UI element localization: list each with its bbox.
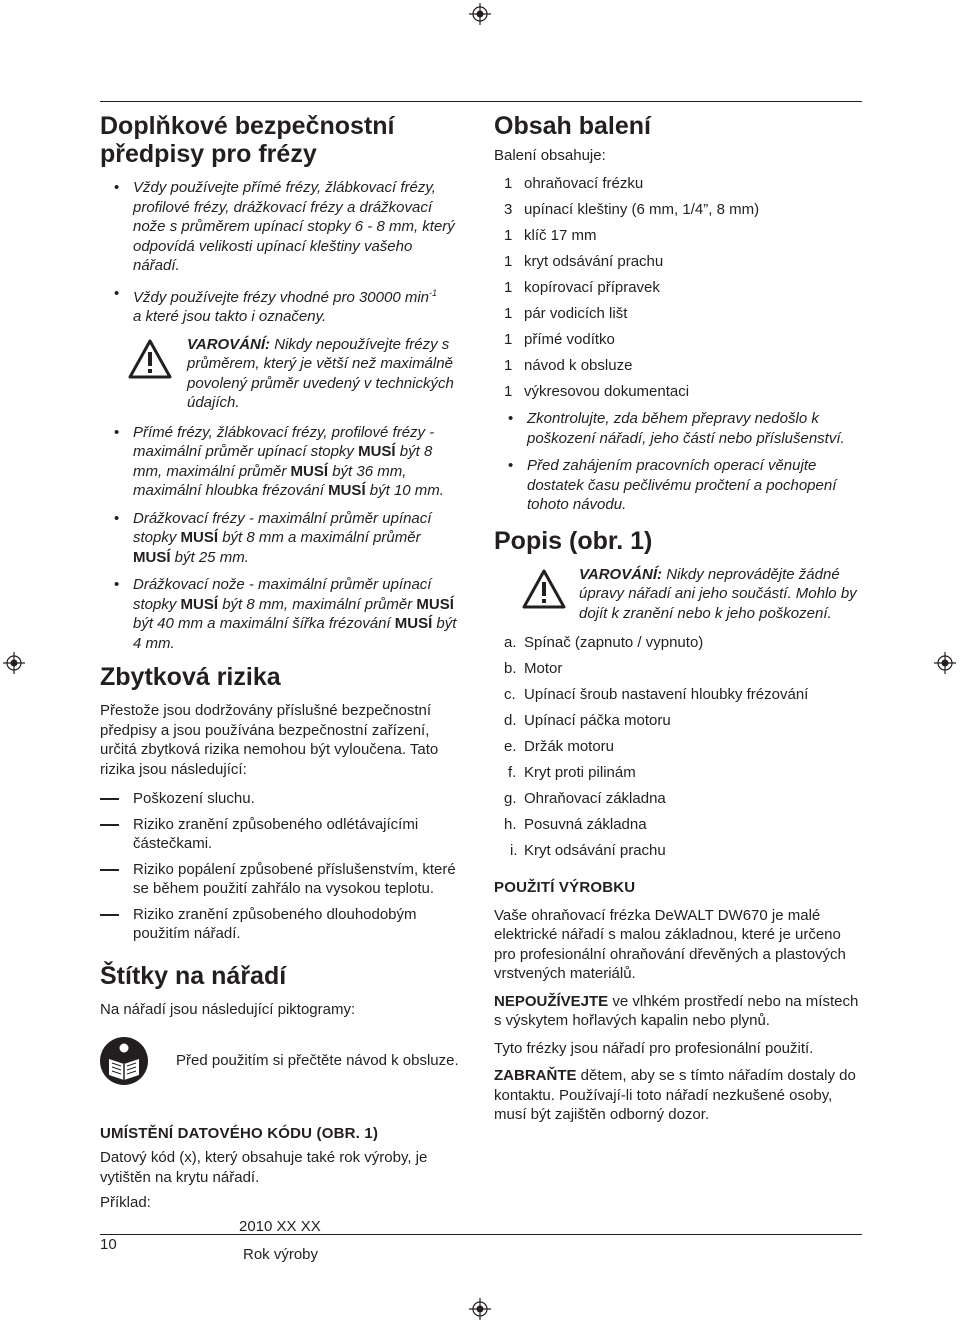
contents-heading: Obsah balení: [494, 112, 651, 140]
part-name: Ohraňovací základna: [524, 790, 666, 807]
safety-heading: Doplňkové bezpečnostní předpisy pro frézy: [100, 112, 395, 168]
bit-list: [100, 423, 462, 654]
example-label: Příklad:: [100, 1194, 151, 1211]
left-column: [100, 112, 462, 1265]
warning-label: VAROVÁNÍ:: [187, 335, 271, 353]
list-item: • Zkontrolujte, zda během přepravy nedošlo k poškození nářadí, jeho částí nebo příslušenství.: [494, 409, 864, 448]
text-segment: být 8 mm, maximální průměr: [133, 443, 433, 480]
list-item: [494, 200, 864, 220]
part-name: Upínací šroub nastavení hloubky frézování: [524, 686, 809, 703]
must-text: MUSÍ: [394, 615, 433, 632]
rpm-sup: -1: [429, 287, 438, 298]
no-use-text: ve vlhkém prostředí nebo na místech s výskytem hořlavých kapalin nebo plynů.: [494, 992, 859, 1029]
residual-intro: Přestože jsou dodržovány příslušné bezpečnostní předpisy a jsou používána bezpečnostní zařízení, určitá zbytková rizika nemohou být vyloučena. Tato rizika jsou následující:: [100, 702, 439, 778]
list-item: [494, 763, 864, 783]
part-letter: c.: [504, 686, 516, 703]
list-item: [494, 226, 864, 246]
must-text: MUSÍ: [290, 462, 329, 480]
warning-text: Nikdy nepoužívejte frézy s průměrem, který je větší než maximálně povolený průměr uvedený v technických údajích.: [187, 335, 454, 411]
part-letter: b.: [504, 660, 517, 677]
list-item: [494, 330, 864, 350]
labels-intro: Na nářadí jsou následující piktogramy:: [100, 1000, 356, 1018]
no-use-bold: NEPOUŽÍVEJTE: [494, 992, 609, 1010]
part-letter: h.: [504, 816, 517, 833]
qty: 1: [504, 330, 513, 348]
warning-triangle-icon: [128, 339, 172, 379]
part-letter: g.: [504, 790, 517, 807]
list-item: [494, 737, 864, 757]
list-item: [494, 685, 864, 705]
qty: 1: [504, 278, 513, 296]
list-item: [494, 382, 864, 402]
qty: 1: [504, 304, 513, 322]
description-heading: Popis (obr. 1): [494, 526, 653, 555]
list-item: [494, 659, 864, 679]
must-text: MUSÍ: [180, 595, 219, 613]
qty: 1: [504, 382, 513, 400]
text-segment: Drážkovací frézy - maximální průměr upínací stopky: [133, 509, 432, 546]
text-segment: být 8 mm a maximální průměr: [218, 529, 421, 546]
warning-block: [494, 565, 864, 624]
prevent-text: dětem, aby se s tímto nářadím dostaly do kontaktu. Používají-li toto nářadí nezkušené osoby, musí být zajištěn odborný dozor.: [494, 1067, 856, 1123]
warning-text: Nikdy neprovádějte žádné úpravy nářadí ani jeho součástí. Mohlo by dojít k zranění nebo k jeho poškození.: [579, 565, 857, 622]
list-item: [100, 509, 462, 568]
text-segment: být 36 mm, maximální hloubka frézování: [133, 462, 407, 499]
list-item: Riziko zranění způsobeného dlouhodobým použitím nářadí.: [100, 905, 462, 944]
part-letter: d.: [504, 712, 517, 729]
item: klíč 17 mm: [524, 226, 597, 244]
manual-pictogram-text: Před použitím si přečtěte návod k obsluze.: [176, 1052, 459, 1070]
must-text: MUSÍ: [133, 548, 171, 566]
safety-list: [100, 178, 462, 327]
pro-text: Tyto frézky jsou nářadí pro profesionální použití.: [494, 1039, 814, 1057]
part-letter: i.: [510, 842, 518, 859]
part-letter: f.: [508, 764, 517, 781]
contents-intro: Balení obsahuje:: [494, 147, 606, 164]
warning-block: [100, 335, 462, 413]
item: kopírovací přípravek: [524, 278, 660, 296]
text-segment: být 10 mm.: [365, 482, 444, 499]
prevent-paragraph: [494, 1066, 864, 1125]
use-text: Vaše ohraňovací frézka DeWALT DW670 je malé elektrické nářadí s malou základnou, které je určeno pro profesionální ohraňování dřevěných a plastových vrstvených materiálů.: [494, 906, 846, 982]
text-segment: být 40 mm a maximální šířka frézování: [133, 615, 395, 632]
part-name: Posuvná základna: [524, 816, 647, 833]
example-caption: Rok výroby: [243, 1246, 319, 1263]
list-item: [494, 252, 864, 272]
item: návod k obsluze: [524, 356, 633, 374]
list-item: • Před zahájením pracovních operací věnujte dostatek času pečlivému pročtení a pochopení tohoto návodu.: [494, 456, 864, 515]
read-manual-icon: [100, 1037, 148, 1085]
part-name: Kryt odsávání prachu: [524, 842, 666, 859]
part-name: Spínač (zapnuto / vypnuto): [524, 634, 704, 651]
residual-heading: Zbytková rizika: [100, 663, 281, 691]
no-use-paragraph: [494, 992, 864, 1031]
part-letter: a.: [504, 634, 517, 651]
registration-mark-icon: [469, 3, 491, 25]
text-segment: být 4 mm.: [133, 615, 457, 652]
datecode-text: Datový kód (x), který obsahuje také rok výroby, je vytištěn na krytu nářadí.: [100, 1149, 428, 1186]
top-rule: [100, 101, 862, 102]
list-item: [494, 278, 864, 298]
list-item: [494, 711, 864, 731]
must-text: MUSÍ: [416, 595, 454, 613]
right-column: [494, 112, 864, 1131]
text-segment: Přímé frézy, žlábkovací frézy, profilové frézy - maximální průměr upínací stopky: [133, 423, 435, 460]
text-segment: být 8 mm, maximální průměr: [218, 595, 417, 613]
residual-list: [100, 789, 462, 944]
rpm-text: Vždy používejte frézy vhodné pro 30000 min: [133, 288, 430, 306]
text-segment: Drážkovací nože - maximální průměr upínací stopky: [133, 576, 432, 613]
check-list: [494, 409, 864, 515]
item: přímé vodítko: [524, 330, 615, 348]
rpm-text-2: a které jsou takto i označeny.: [133, 308, 327, 325]
registration-mark-icon: [469, 1298, 491, 1320]
item: upínací kleštiny (6 mm, 1/4”, 8 mm): [524, 200, 760, 218]
example-block: [100, 1193, 462, 1265]
page-number: 10: [100, 1236, 117, 1253]
list-item: [494, 815, 864, 835]
item: výkresovou dokumentaci: [524, 382, 690, 400]
qty: 1: [504, 226, 513, 244]
part-name: Upínací páčka motoru: [524, 712, 671, 729]
must-text: MUSÍ: [358, 443, 396, 460]
list-item: [494, 633, 864, 653]
datecode-heading: UMÍSTĚNÍ DATOVÉHO KÓDU (OBR. 1): [100, 1125, 379, 1142]
labels-heading: Štítky na nářadí: [100, 961, 287, 990]
item: kryt odsávání prachu: [524, 252, 664, 270]
part-name: Držák motoru: [524, 738, 615, 755]
must-text: MUSÍ: [180, 529, 219, 546]
list-item: • Vždy používejte přímé frézy, žlábkovací frézy, profilové frézy, drážkovací frézy a drážkovací nože s průměrem upínací stopky 6 - 8 mm, který odpovídá velikosti upínací kleštiny vašeho nářadí.: [100, 178, 462, 276]
use-heading: POUŽITÍ VÝROBKU: [494, 878, 636, 896]
list-item: [100, 284, 462, 327]
list-item: [494, 841, 864, 861]
list-item: Riziko zranění způsobeného odlétávajícími částečkami.: [100, 815, 462, 854]
prevent-bold: ZABRAŇTE: [494, 1067, 577, 1084]
list-item: [100, 423, 462, 501]
list-item: Poškození sluchu.: [100, 789, 462, 809]
qty: 3: [504, 200, 513, 218]
manual-pictogram-row: [100, 1037, 462, 1085]
item: ohraňovací frézku: [524, 174, 644, 192]
part-name: Kryt proti pilinám: [524, 764, 636, 781]
list-item: Riziko popálení způsobené příslušenstvím, které se během použití zahřálo na vysokou teplotu.: [100, 860, 462, 899]
registration-mark-icon: [3, 652, 25, 674]
part-name: Motor: [524, 660, 563, 677]
list-item: [494, 304, 864, 324]
part-letter: e.: [504, 738, 517, 755]
qty: 1: [504, 174, 513, 192]
list-item: [494, 789, 864, 809]
qty: 1: [504, 252, 513, 270]
contents-list: [494, 174, 864, 402]
warning-label: VAROVÁNÍ:: [579, 565, 663, 583]
qty: 1: [504, 356, 513, 374]
parts-list: [494, 633, 864, 861]
list-item: [494, 174, 864, 194]
must-text: MUSÍ: [328, 482, 366, 499]
item: pár vodicích lišt: [524, 304, 628, 322]
warning-triangle-icon: [522, 569, 566, 609]
text-segment: být 25 mm.: [170, 548, 249, 566]
list-item: [494, 356, 864, 376]
list-item: [100, 575, 462, 653]
example-code: 2010 XX XX: [239, 1217, 321, 1235]
registration-mark-icon: [934, 652, 956, 674]
